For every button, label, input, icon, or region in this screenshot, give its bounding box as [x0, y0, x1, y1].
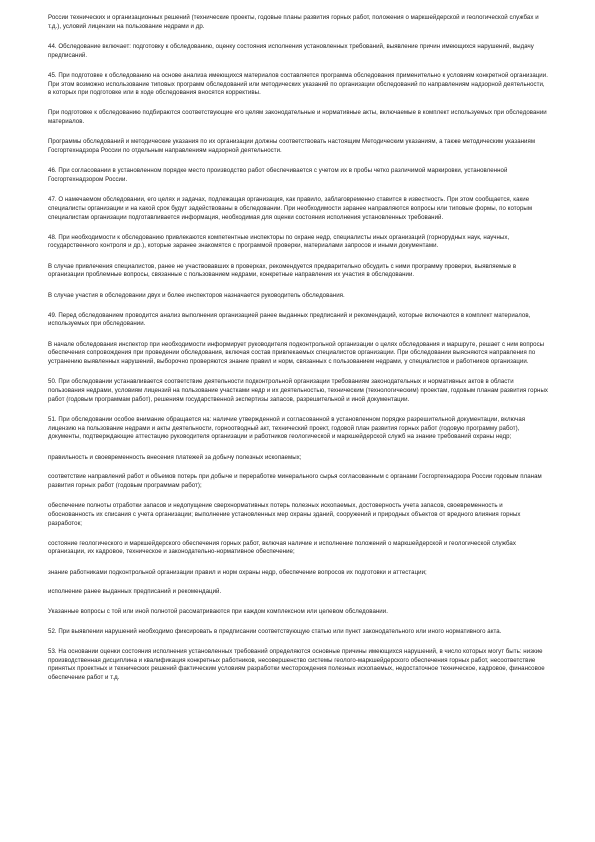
paragraph-51-support: состояние геологического и маркшейдерского обеспечения горных работ, включая наличие и исполнение положений о маркшейдерской и геологической службах организации, их кадровое, техническое и законодательно-нормативное обеспечение;	[48, 539, 516, 556]
paragraph-50: 50. При обследовании устанавливается соответствие деятельности подконтрольной организации требованиям законодательных и нормативных актов в области пользования недрами, условиям лицензий на пользование участками недр и их деятельностью, техническим (технологическим) проектам, годовым планам развития горных работ (годовым программам работ), решениям государственной экспертизы запасов, разрешительной и иной документации.	[48, 378, 548, 403]
paragraph-49: 49. Перед обследованием проводится анализ выполнения организацией ранее выданных предписаний и рекомендаций, которые включаются в комплект материалов, используемых при обследовании.	[48, 311, 531, 328]
paragraph-48: 48. При необходимости к обследованию привлекаются компетентные инспекторы по охране недр, специалисты иных организаций (горнорудных наук, научных, государственного контроля и др.), которые заранее знакомятся с программой проверки, материалами запросов и иными документами.	[48, 233, 510, 250]
paragraph-45-programs: Программы обследований и методические указания по их организации должны соответствовать настоящим Методическим указаниям, а также методическим указаниям Госгортехнадзора России по отдельным направлениям надзорной деятельности.	[48, 138, 536, 155]
paragraph-continuation: России технических и организационных решений (технические проекты, годовые планы развития горных работ, положения о маркшейдерской и геологической службах и т.д.), условий лицензии на пользование недрами и др.	[48, 14, 539, 30]
paragraph-46: 46. При согласовании в установленном порядке место производство работ обеспечивается с учетом их в пробы четко различимой маркировки, установленной Госгортехнадзором России.	[48, 167, 508, 183]
paragraph-53: 53. На основании оценки состояния исполнения установленных требований определяются основные причины имеющихся нарушений, в число которых могут быть: низкие производственная дисциплина и квалификация конкретных работников, несовершенство системы геолого-маркшейдерского обеспечения горных работ, несоответствие принятых проектных и технических решений фактическим условиям разработки месторождения полезных ископаемых, недостаточное техническое, кадровое, финансовое обеспечение работ и т.д.	[48, 647, 545, 682]
paragraph-52: 52. При выявлении нарушений необходимо фиксировать в предписании соответствующую статью или пункт законодательного или иного нормативного акта.	[48, 627, 502, 635]
paragraph-51-summary: Указанные вопросы с той или иной полнотой рассматриваются при каждом комплексном или целевом обследовании.	[48, 608, 388, 616]
paragraph-45-materials: При подготовке к обследованию подбираются соответствующие его целям законодательные и нормативные акты, включаемые в комплект используемых при обследовании материалов.	[48, 109, 547, 126]
paragraph-45: 45. При подготовке к обследованию на основе анализа имеющихся материалов составляется программа обследования применительно к условиям конкретной организации. При этом возможно использование типовых программ обследований или методических указаний по организации обследований по направлениям надзорной деятельности, в которых при подготовке или в ходе обследования вносятся коррективы.	[48, 71, 548, 97]
paragraph-51-knowledge: знание работниками подконтрольной организации правил и норм охраны недр, обеспечение вопросов их подготовки и аттестации;	[48, 568, 427, 576]
paragraph-48-specialists: В случае привлечения специалистов, ранее не участвовавших в проверках, рекомендуется предварительно обсудить с ними программу проверки, выявляемые в организации проблемные вопросы, связанные с пользованием недрами, конкретные направления их участия в обследовании.	[48, 262, 517, 279]
paragraph-51-execution: исполнение ранее выданных предписаний и рекомендаций.	[48, 588, 222, 596]
paragraph-51: 51. При обследовании особое внимание обращается на: наличие утвержденной и согласованной в установленном порядке разрешительной документации, включая лицензию на пользование недрами и акты деятельности, горноотводный акт, технический проект, годовой план развития горных работ (годовую программу работ), документы, подтверждающие аттестацию руководителя организации и работников геологической и маркшейдерской служб на знание требований охраны недр;	[48, 415, 526, 441]
paragraph-51-payments: правильность и своевременность внесения платежей за добычу полезных ископаемых;	[48, 453, 302, 461]
paragraph-48-lead: В случае участия в обследовании двух и более инспекторов назначается руководитель обследования.	[48, 291, 345, 299]
paragraph-51-directions: соответствие направлений работ и объемов потерь при добыче и переработке минерального сырья согласованным с органами Госгортехнадзора России годовым планам развития горных работ (годовым программам работ);	[48, 473, 542, 489]
paragraph-49-start: В начале обследования инспектор при необходимости информирует руководителя подконтрольной организации о целях обследования и маршруте, решает с ним вопросы обеспечения сопровождения при проведении обследования, включая состав привлекаемых специалистов организации. При обследовании выясняются направления по устранению выявленных нарушений, выборочно проверяются знание правил и норм, связанных с пользованием недрами, у специалистов и работников организации.	[48, 340, 545, 366]
paragraph-44: 44. Обследование включает: подготовку к обследованию, оценку состояния исполнения установленных требований, выявление причин имеющихся нарушений, выдачу предписаний.	[48, 42, 534, 59]
paragraph-51-completeness: обеспечение полноты отработки запасов и недопущение сверхнормативных потерь полезных ископаемых, достоверность учета запасов, своевременность и обоснованность их списания с учета организации; выполнение установленных мер охраны зданий, сооружений и природных объектов от вредного влияния горных разработок;	[48, 502, 521, 527]
paragraph-47: 47. О намечаемом обследовании, его целях и задачах, подлежащая организация, как правило, заблаговременно ставится в известность. При этом сообщается, какие специалисты организации и на какой срок будут задействованы в обследовании. При необходимости заранее направляются вопросы или типовые формы, по которым специалистам организации подготавливается информация, необходимая для оценки состояния исполнения установленных требований.	[48, 196, 533, 221]
